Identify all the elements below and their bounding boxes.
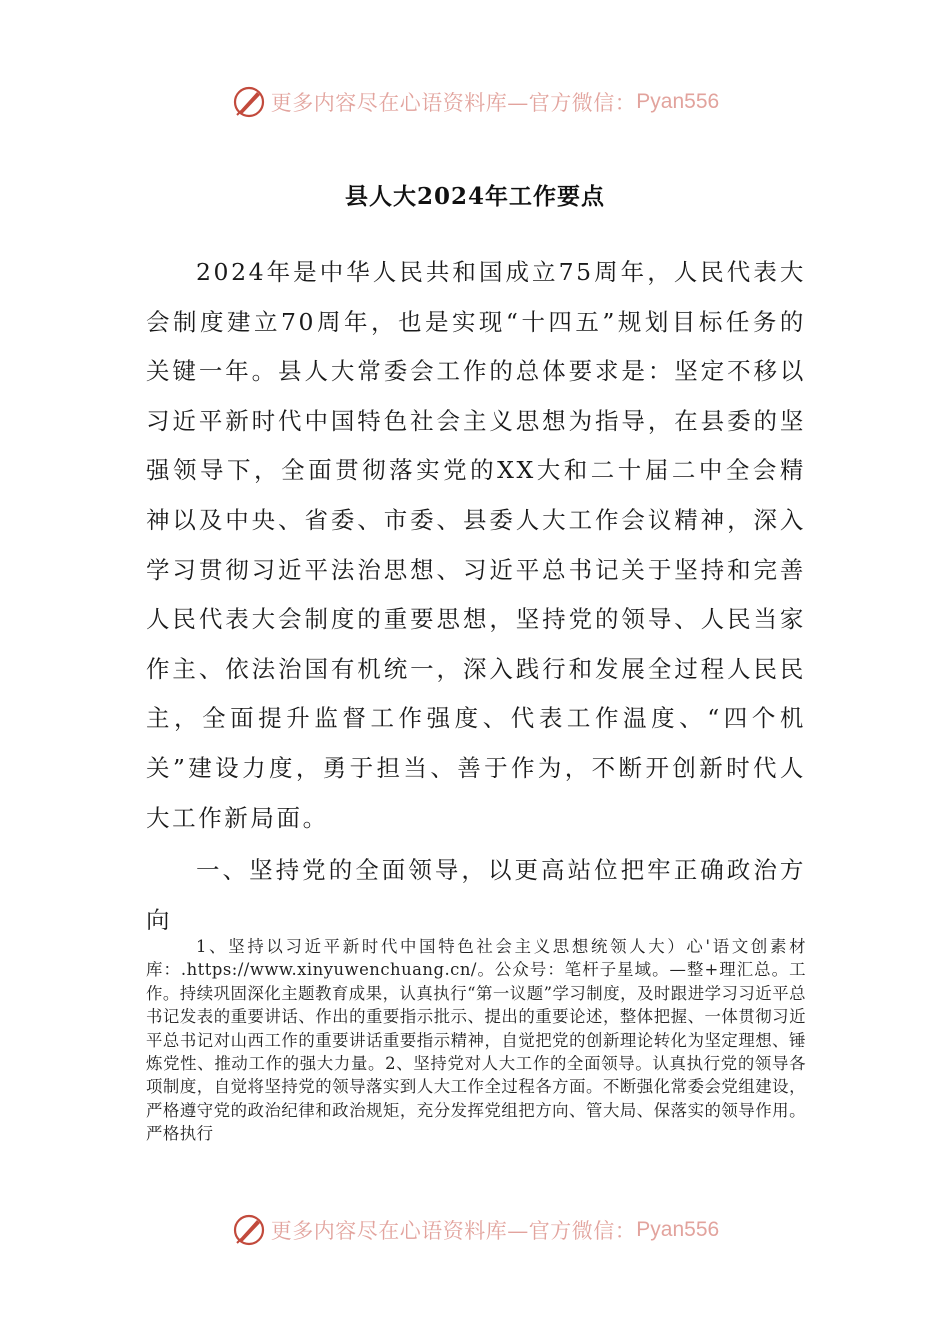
intro-paragraph: 2024年是中华人民共和国成立75周年，人民代表大会制度建立70周年，也是实现“十四五”规划目标任务的关键一年。县人大常委会工作的总体要求是：坚定不移以习近平新时代中国特色社会主义思想为指导，在县委的坚强领导下，全面贯彻落实党的XX大和二十届二中全会精神以及中央、省委、市委、县委人大工作会议精神，深入学习贯彻习近平法治思想、习近平总书记关于坚持和完善人民代表大会制度的重要思想，坚持党的领导、人民当家作主、依法治国有机统一，深入践行和发展全过程人民民主，全面提升监督工作强度、代表工作温度、“四个机关”建设力度，勇于担当、善于作为，不断开创新时代人大工作新局面。 (146, 258, 806, 832)
watermark-wechat-id: Pyan556 (636, 90, 720, 113)
watermark-text: 更多内容尽在心语资料库—官方微信： (270, 1219, 637, 1243)
quill-pen-circle-icon (231, 1212, 267, 1248)
watermark-banner-bottom (0, 1210, 950, 1250)
watermark-wechat-id: Pyan556 (636, 1218, 720, 1241)
watermark-banner-top (0, 82, 950, 122)
document-title: 县人大2024年工作要点 (344, 183, 605, 210)
section-1-body: 1、坚持以习近平新时代中国特色社会主义思想统领人大）心'语文创素材库：.https://www.xinyuwenchuang.cn/。公众号：笔杆子星域。—整+理汇总。工作。持续巩固深化主题教育成果，认真执行“第一议题”学习制度，及时跟进学习习近平总书记发表的重要讲话、作出的重要指示批示、提出的重要论述，整体把握、一体贯彻习近平总书记对山西工作的重要讲话重要指示精神，自觉把党的创新理论转化为坚定理想、锤炼党性、推动工作的强大力量。2、坚持党对人大工作的全面领导。认真执行党的领导各项制度，自觉将坚持党的领导落实到人大工作全过程各方面。不断强化常委会党组建设，严格遵守党的政治纪律和政治规矩，充分发挥党组把方向、管大局、保落实的领导作用。严格执行 (146, 937, 806, 1144)
quill-pen-circle-icon (231, 84, 267, 120)
watermark-text: 更多内容尽在心语资料库—官方微信： (270, 91, 637, 115)
section-1-heading: 一、坚持党的全面领导，以更高站位把牢正确政治方向 (146, 856, 806, 934)
